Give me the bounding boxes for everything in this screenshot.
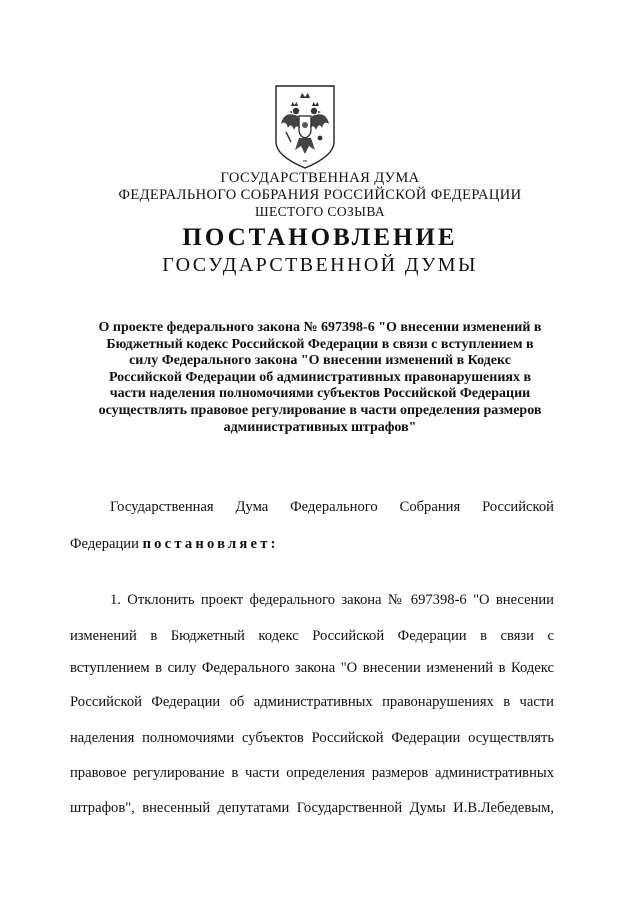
resolution-subject	[66, 320, 574, 436]
coat-of-arms-icon	[274, 84, 336, 170]
org-name-line-2: ФЕДЕРАЛЬНОГО СОБРАНИЯ РОССИЙСКОЙ ФЕДЕРАЦИИ	[118, 187, 522, 203]
preamble-federation-word: Федерации	[70, 536, 139, 552]
subject-line: осуществлять правовое регулирование в части определения размеров	[98, 402, 542, 418]
subject-line: административных штрафов"	[223, 419, 417, 435]
paragraph-1-line: наделения полномочиями субъектов Российской Федерации осуществлять	[70, 730, 554, 746]
document-issuer-title: ГОСУДАРСТВЕННОЙ ДУМЫ	[162, 254, 478, 276]
subject-line: силу Федерального закона "О внесении изменений в Кодекс	[129, 353, 511, 369]
document-type-title: ПОСТАНОВЛЕНИЕ	[182, 224, 458, 251]
paragraph-1-line: 1. Отклонить проект федерального закона № 697398-6 "О внесении	[110, 592, 554, 608]
paragraph-1-line: штрафов", внесенный депутатами Государственной Думы И.В.Лебедевым,	[70, 800, 554, 816]
preamble-line-1: Государственная Дума Федерального Собрания Российской	[110, 499, 554, 515]
resolves-word: постановляет:	[142, 536, 279, 552]
paragraph-1-line: правовое регулирование в части определения размеров административных	[70, 765, 554, 781]
paragraph-1-line: Российской Федерации об административных правонарушениях в части	[70, 694, 554, 710]
subject-line: части наделения полномочиями субъектов Российской Федерации	[109, 386, 531, 402]
subject-line: Бюджетный кодекс Российской Федерации в связи с вступлением в	[106, 336, 534, 352]
convocation-label: ШЕСТОГО СОЗЫВА	[254, 204, 386, 219]
subject-line: Российской Федерации об административных правонарушениях в	[108, 369, 532, 385]
subject-line: О проекте федерального закона № 697398-6 "О внесении изменений в	[98, 320, 542, 335]
org-name-line-1: ГОСУДАРСТВЕННАЯ ДУМА	[220, 170, 420, 186]
paragraph-1-line: вступлением в силу Федерального закона "О внесении изменений в Кодекс	[70, 660, 554, 676]
preamble-line-2	[70, 535, 554, 553]
paragraph-1-line: изменений в Бюджетный кодекс Российской Федерации в связи с	[70, 628, 554, 644]
